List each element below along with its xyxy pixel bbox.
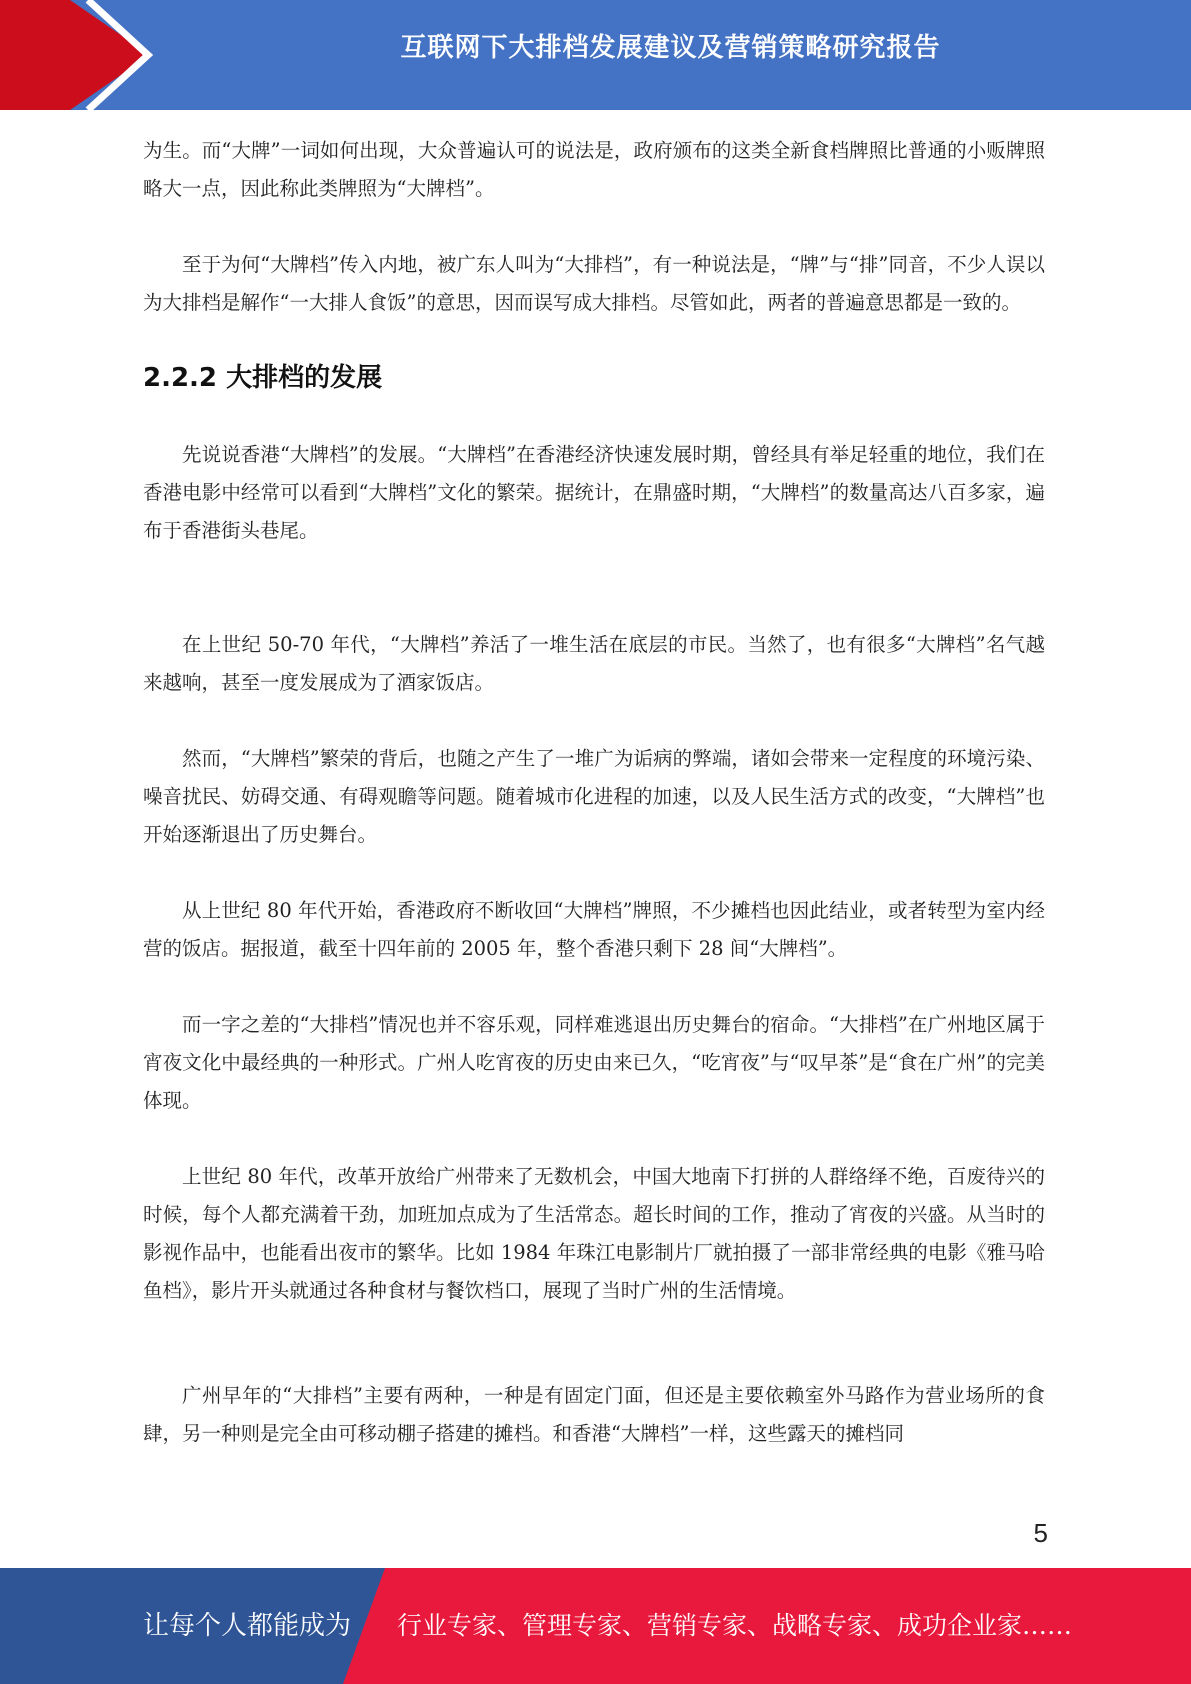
page-number: 5 [1033, 1518, 1048, 1548]
paragraph: 而一字之差的“大排档”情况也并不容乐观，同样难逃退出历史舞台的宿命。“大排档”在广州地区属于宵夜文化中最经典的一种形式。广州人吃宵夜的历史由来已久，“吃宵夜”与“叹早茶”是“食在广州”的完美体现。 [143, 1013, 1045, 1112]
page-header [0, 0, 1191, 110]
paragraph: 在上世纪 50-70 年代，“大牌档”养活了一堆生活在底层的市民。当然了，也有很多“大牌档”名气越来越响，甚至一度发展成为了酒家饭店。 [143, 633, 1045, 694]
paragraph: 从上世纪 80 年代开始，香港政府不断收回“大牌档”牌照，不少摊档也因此结业，或者转型为室内经营的饭店。据报道，截至十四年前的 2005 年，整个香港只剩下 28 间“大牌档”。 [143, 899, 1045, 960]
footer-slogan-right: 行业专家、管理专家、营销专家、战略专家、成功企业家…… [397, 1611, 1073, 1640]
report-title: 互联网下大排档发展建议及营销策略研究报告 [400, 33, 941, 63]
paragraph: 先说说香港“大牌档”的发展。“大牌档”在香港经济快速发展时期，曾经具有举足轻重的地位，我们在香港电影中经常可以看到“大牌档”文化的繁荣。据统计，在鼎盛时期，“大牌档”的数量高达八百多家，遍布于香港街头巷尾。 [143, 443, 1045, 542]
paragraph: 广州早年的“大排档”主要有两种，一种是有固定门面，但还是主要依赖室外马路作为营业场所的食肆，另一种则是完全由可移动棚子搭建的摊档。和香港“大牌档”一样，这些露天的摊档同 [143, 1384, 1045, 1445]
section-heading: 2.2.2 大排档的发展 [143, 363, 383, 393]
footer-slogan-left: 让每个人都能成为 [143, 1611, 352, 1641]
paragraph: 至于为何“大牌档”传入内地，被广东人叫为“大排档”，有一种说法是，“牌”与“排”同音，不少人误以为大排档是解作“一大排人食饭”的意思，因而误写成大排档。尽管如此，两者的普遍意思都是一致的。 [143, 253, 1045, 314]
page-footer [0, 1568, 1191, 1684]
paragraph: 然而，“大牌档”繁荣的背后，也随之产生了一堆广为诟病的弊端，诸如会带来一定程度的环境污染、噪音扰民、妨碍交通、有碍观瞻等问题。随着城市化进程的加速，以及人民生活方式的改变，“大牌档”也开始逐渐退出了历史舞台。 [143, 747, 1045, 846]
paragraph: 上世纪 80 年代，改革开放给广州带来了无数机会，中国大地南下打拼的人群络绎不绝，百废待兴的时候，每个人都充满着干劲，加班加点成为了生活常态。超长时间的工作，推动了宵夜的兴盛。从当时的影视作品中，也能看出夜市的繁华。比如 1984 年珠江电影制片厂就拍摄了一部非常经典的电影《雅马哈鱼档》，影片开头就通过各种食材与餐饮档口，展现了当时广州的生活情境。 [143, 1165, 1045, 1302]
paragraph: 为生。而“大牌”一词如何出现，大众普遍认可的说法是，政府颁布的这类全新食档牌照比普通的小贩牌照略大一点，因此称此类牌照为“大牌档”。 [143, 139, 1045, 200]
page-content [143, 132, 1045, 1453]
